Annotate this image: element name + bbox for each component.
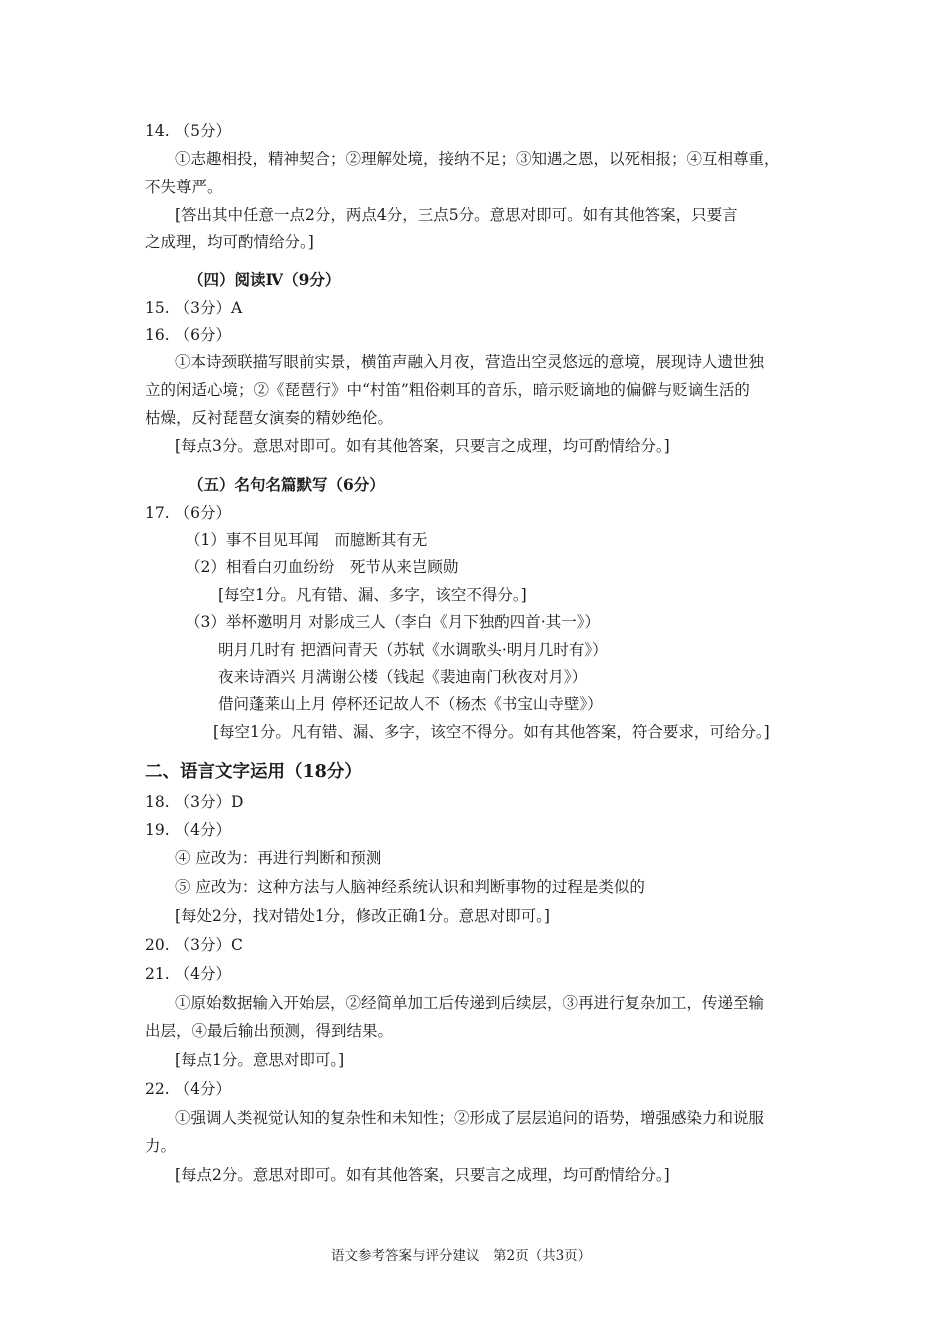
q19-answer-1: ④ 应改为：再进行判断和预测 xyxy=(175,849,382,867)
q19-note: [每处2分，找对错处1分，修改正确1分。意思对即可。] xyxy=(175,907,550,925)
q17-answer-1: （1）事不目见耳闻 而臆断其有无 xyxy=(185,531,428,549)
q17-answer-2: （2）相看白刃血纷纷 死节从来岂顾勋 xyxy=(185,558,459,576)
q15-number: 15. （3分）A xyxy=(145,299,243,317)
q16-note: [每点3分。意思对即可。如有其他答案，只要言之成理，均可酌情给分。] xyxy=(175,437,670,455)
q19-answer-2: ⑤ 应改为：这种方法与人脑神经系统认识和判断事物的过程是类似的 xyxy=(175,878,645,896)
q14-note-line2: 之成理，均可酌情给分。] xyxy=(145,233,314,251)
q20-number: 20. （3分）C xyxy=(145,936,243,954)
q16-answer-line1: ①本诗颈联描写眼前实景，横笛声融入月夜，营造出空灵悠远的意境，展现诗人遗世独 xyxy=(175,353,765,371)
q18-number: 18. （3分）D xyxy=(145,793,244,811)
part-2-title: 二、语言文字运用（18分） xyxy=(145,762,362,782)
q21-answer-line2: 出层，④最后输出预测，得到结果。 xyxy=(145,1022,394,1040)
q22-answer-line2: 力。 xyxy=(145,1137,177,1155)
q17-note-1: [每空1分。凡有错、漏、多字，该空不得分。] xyxy=(218,586,527,604)
q16-number: 16. （6分） xyxy=(145,326,231,344)
q14-number: 14. （5分） xyxy=(145,122,231,140)
q22-note: [每点2分。意思对即可。如有其他答案，只要言之成理，均可酌情给分。] xyxy=(175,1166,670,1184)
q14-answer-line2: 不失尊严。 xyxy=(145,178,223,196)
q22-answer-line1: ①强调人类视觉认知的复杂性和未知性；②形成了层层追问的语势，增强感染力和说服 xyxy=(175,1109,765,1127)
q21-number: 21. （4分） xyxy=(145,965,231,983)
q14-answer-line1: ①志趣相投，精神契合；②理解处境，接纳不足；③知遇之恩，以死相报；④互相尊重， xyxy=(175,150,780,168)
q21-answer-line1: ①原始数据输入开始层，②经简单加工后传递到后续层，③再进行复杂加工，传递至输 xyxy=(175,994,765,1012)
section-5-title: （五）名句名篇默写（6分） xyxy=(188,475,385,494)
q17-answer-3d: 借问蓬莱山上月 停杯还记故人不（杨杰《书宝山寺壁》） xyxy=(218,695,603,713)
q17-answer-3c: 夜来诗酒兴 月满谢公楼（钱起《裴迪南门秋夜对月》） xyxy=(218,668,588,686)
q17-number: 17. （6分） xyxy=(145,504,231,522)
section-4-title: （四）阅读Ⅳ（9分） xyxy=(188,270,341,289)
q17-answer-3: （3）举杯邀明月 对影成三人（李白《月下独酌四首·其一》） xyxy=(185,613,600,631)
q16-answer-line3: 枯燥，反衬琵琶女演奏的精妙绝伦。 xyxy=(145,409,394,427)
q17-answer-3b: 明月几时有 把酒问青天（苏轼《水调歌头·明月几时有》） xyxy=(218,641,608,659)
q19-number: 19. （4分） xyxy=(145,821,231,839)
page-footer: 语文参考答案与评分建议 第2页（共3页） xyxy=(331,1248,592,1264)
q16-answer-line2: 立的闲适心境；②《琵琶行》中“村笛”粗俗刺耳的音乐，暗示贬谪地的偏僻与贬谪生活的 xyxy=(145,381,750,399)
q14-note-line1: [答出其中任意一点2分，两点4分，三点5分。意思对即可。如有其他答案，只要言 xyxy=(175,206,738,224)
q17-note-2: [每空1分。凡有错、漏、多字，该空不得分。如有其他答案，符合要求，可给分。] xyxy=(213,723,770,741)
q21-note: [每点1分。意思对即可。] xyxy=(175,1051,345,1069)
q22-number: 22. （4分） xyxy=(145,1080,231,1098)
